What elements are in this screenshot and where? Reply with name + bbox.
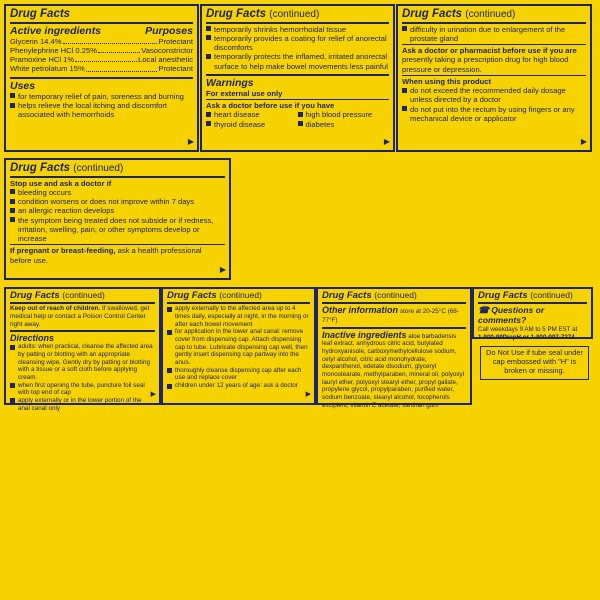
list-item: for application in the lower anal canal: remove cover from dispensing cap. Attach dispensing cap to tube. Lubricate dispensing cap well, then gently insert dispensing cap partway into the anus. <box>167 328 310 366</box>
panel-title <box>10 162 225 175</box>
drug-facts-panel-7 <box>316 287 472 409</box>
panel-title-text: Drug Facts <box>10 162 71 174</box>
when-using-list <box>402 86 586 123</box>
ingredient-name: Phenylephrine HCl 0.25% <box>10 45 97 55</box>
drug-facts-panel-4 <box>4 158 231 280</box>
external-use-note: For external use only <box>206 88 283 98</box>
active-ingredients-heading: Active ingredients <box>10 24 102 37</box>
pregnancy-warning <box>10 246 225 265</box>
continued-label: (continued) <box>530 290 573 300</box>
dot-leader <box>63 37 158 44</box>
panel-title-text: Drug Facts <box>478 290 528 301</box>
ingredient-purpose: Vasoconstrictor <box>141 45 193 55</box>
divider <box>206 99 389 100</box>
ask-doctor-heading: Ask a doctor before use if you have <box>206 101 335 111</box>
continue-arrow-icon: ▶ <box>187 137 194 147</box>
other-information <box>322 305 466 325</box>
panel-title <box>402 8 586 21</box>
panel-title <box>478 291 587 301</box>
uses-list <box>206 25 389 71</box>
keep-out-of-reach <box>10 305 155 328</box>
continue-arrow-icon: ▶ <box>150 391 156 399</box>
divider <box>10 302 155 304</box>
list-item: helps relieve the local itching and discomfort associated with hemorrhoids <box>10 101 193 120</box>
list-item: an allergic reaction develops <box>10 206 225 215</box>
continued-label: (continued) <box>374 290 417 300</box>
drug-facts-panel-5 <box>4 287 161 412</box>
ask-pharmacist-heading: Ask a doctor or pharmacist before use if you are <box>402 46 577 56</box>
list-item: heart disease <box>206 110 298 119</box>
divider <box>402 44 586 45</box>
questions-text: Questions or comments? <box>478 305 545 326</box>
list-item: do not put into the rectum by using fingers or any mechanical device or applicator <box>402 105 586 124</box>
ingredient-row <box>10 37 193 46</box>
continue-arrow-icon: ▶ <box>580 137 587 147</box>
drug-facts-panel-2 <box>200 4 395 152</box>
panel-title: Drug Facts <box>10 8 71 20</box>
uses-heading: Uses <box>10 79 36 92</box>
panel-title-text: Drug Facts <box>10 290 60 301</box>
list-item: adults: when practical, cleanse the affected area by patting or blotting with an appropriate cleansing wipe. Gently dry by patting or blotting with a tissue or a soft cloth before applying cream. <box>10 343 155 381</box>
directions-list <box>167 305 310 389</box>
divider <box>10 330 155 332</box>
ingredient-purpose: Local anesthetic <box>138 55 193 65</box>
divider <box>402 75 586 76</box>
keep-out-of-reach-detail: If swallowed, get medical help or contact a Poison Control Center right away. <box>10 305 150 329</box>
continue-arrow-icon: ▶ <box>383 137 390 147</box>
keep-out-of-reach-bold: Keep out of reach of children. <box>10 305 101 313</box>
panel-title <box>206 8 389 21</box>
list-item: high blood pressure <box>298 110 390 119</box>
divider <box>206 22 389 24</box>
panel-title <box>10 291 155 301</box>
ingredient-row <box>10 64 193 73</box>
drug-facts-panel-1 <box>4 4 199 152</box>
inactive-ingredients <box>322 330 466 410</box>
list-item: do not exceed the recommended daily dosage unless directed by a doctor <box>402 86 586 105</box>
divider <box>402 22 586 24</box>
ingredient-name: Pramoxine HCl 1% <box>10 55 75 65</box>
list-item: the symptom being treated does not subside or if redness, irritation, swelling, pain, or other symptoms develop or increase <box>10 216 225 244</box>
continued-label: (continued) <box>73 163 124 174</box>
continued-label: (continued) <box>269 9 320 20</box>
panel-title-text: Drug Facts <box>402 8 463 20</box>
list-item: when first opening the tube, puncture foil seal with top end of cap <box>10 382 155 397</box>
conditions-columns <box>206 110 389 129</box>
inactive-ingredients-heading: Inactive ingredients <box>322 329 407 340</box>
ingredient-purpose: Protectant <box>158 36 193 46</box>
list-item: difficulty in urination due to enlargement of the prostate gland <box>402 25 586 44</box>
stop-use-heading: Stop use and ask a doctor if <box>10 178 112 188</box>
divider <box>167 302 310 304</box>
purposes-heading: Purposes <box>145 24 193 37</box>
divider <box>322 302 466 304</box>
directions-list <box>10 343 155 412</box>
pregnancy-warning-detail: ask a health professional before use. <box>10 246 202 265</box>
ingredient-row <box>10 46 193 55</box>
ingredient-row <box>10 55 193 64</box>
pregnancy-warning-bold: If pregnant or breast-feeding, <box>10 246 116 256</box>
continued-label: (continued) <box>219 290 262 300</box>
directions-heading: Directions <box>10 332 55 343</box>
phone-numbers: 1-800-99PrepH or 1-800-997-7374 <box>478 333 575 341</box>
drug-facts-panel-6 <box>161 287 316 405</box>
divider <box>478 302 587 304</box>
list-item: for temporary relief of pain, soreness and burning <box>10 92 193 101</box>
divider <box>10 244 225 245</box>
list-item: condition worsens or does not improve within 7 days <box>10 197 225 206</box>
ingredient-name: Glycerin 14.4% <box>10 36 62 46</box>
divider <box>10 22 193 24</box>
dot-leader <box>98 46 140 53</box>
when-using-heading: When using this product <box>402 76 492 86</box>
list-item: bleeding occurs <box>10 188 225 197</box>
ingredient-name: White petrolatum 15% <box>10 64 85 74</box>
panel-title-text: Drug Facts <box>206 8 267 20</box>
call-hours: Call weekdays 9 AM to 5 PM EST at <box>478 326 578 334</box>
list-item: temporarily shrinks hemorrhoidal tissue <box>206 25 389 34</box>
continued-label: (continued) <box>62 290 105 300</box>
panel-title-text: Drug Facts <box>167 290 217 301</box>
panel-title-text: Drug Facts <box>322 290 372 301</box>
continue-arrow-icon: ▶ <box>219 265 226 275</box>
conditions-list <box>402 25 586 44</box>
list-item: diabetes <box>298 120 390 129</box>
ask-pharmacist-detail: presently taking a prescription drug for high blood pressure or depression. <box>402 55 569 74</box>
inactive-ingredients-list: aloe barbadensis leaf extract, anhydrous citric acid, butylated hydroxyanisole, carboxymethylcellulose sodium, cetyl alcohol, citric acid monohydrate, dexpanthenol, edetate disodium, glyceryl monostearate, methylparaben, mineral oil, polyoxyl lauryl ether, polyoxyl stearyl ether, propyl gallate, propylene glycol, propylparaben, purified water, sodium benzoate, stearyl alcohol, tocopherols excipient, vitamin E acetate, xanthan gum <box>322 332 465 409</box>
list-item: children under 12 years of age: ask a doctor <box>167 382 310 390</box>
ask-pharmacist-text <box>402 46 586 74</box>
continue-arrow-icon: ▶ <box>305 391 311 399</box>
divider <box>322 327 466 329</box>
uses-list <box>10 92 193 120</box>
seal-notice: Do Not Use if tube seal under cap embossed with "H" is broken or missing. <box>480 346 589 380</box>
ingredients-header-row <box>10 25 193 37</box>
list-item: thyroid disease <box>206 120 298 129</box>
drug-facts-panel-3 <box>396 4 592 152</box>
list-item: temporarily protects the inflamed, irritated anorectal surface to help make bowel movements less painful <box>206 52 389 71</box>
conditions-list-left <box>206 110 298 129</box>
dot-leader <box>75 55 137 62</box>
list-item: apply externally or in the lower portion of the anal canal only <box>10 397 155 412</box>
divider <box>206 74 389 76</box>
telephone-icon: ☎ <box>478 305 490 316</box>
continued-label: (continued) <box>465 9 516 20</box>
drug-facts-panel-8 <box>472 287 593 339</box>
other-information-heading: Other information <box>322 305 398 316</box>
panel-title <box>167 291 310 301</box>
conditions-list-right <box>298 110 390 129</box>
list-item: thoroughly cleanse dispensing cap after each use and replace cover <box>167 367 310 382</box>
panel-title <box>322 291 466 301</box>
warnings-heading: Warnings <box>206 76 254 89</box>
stop-use-list <box>10 188 225 244</box>
dot-leader <box>86 64 158 71</box>
list-item: apply externally to the affected area up to 4 times daily, especially at night, in the morning or after each bowel movement <box>167 305 310 328</box>
divider <box>10 77 193 79</box>
questions-heading <box>478 305 587 326</box>
list-item: temporarily provides a coating for relief of anorectal discomforts <box>206 34 389 53</box>
storage-text: store at 20-25°C (68-77°F) <box>322 308 459 324</box>
divider <box>10 176 225 178</box>
ingredient-purpose: Protectant <box>158 64 193 74</box>
